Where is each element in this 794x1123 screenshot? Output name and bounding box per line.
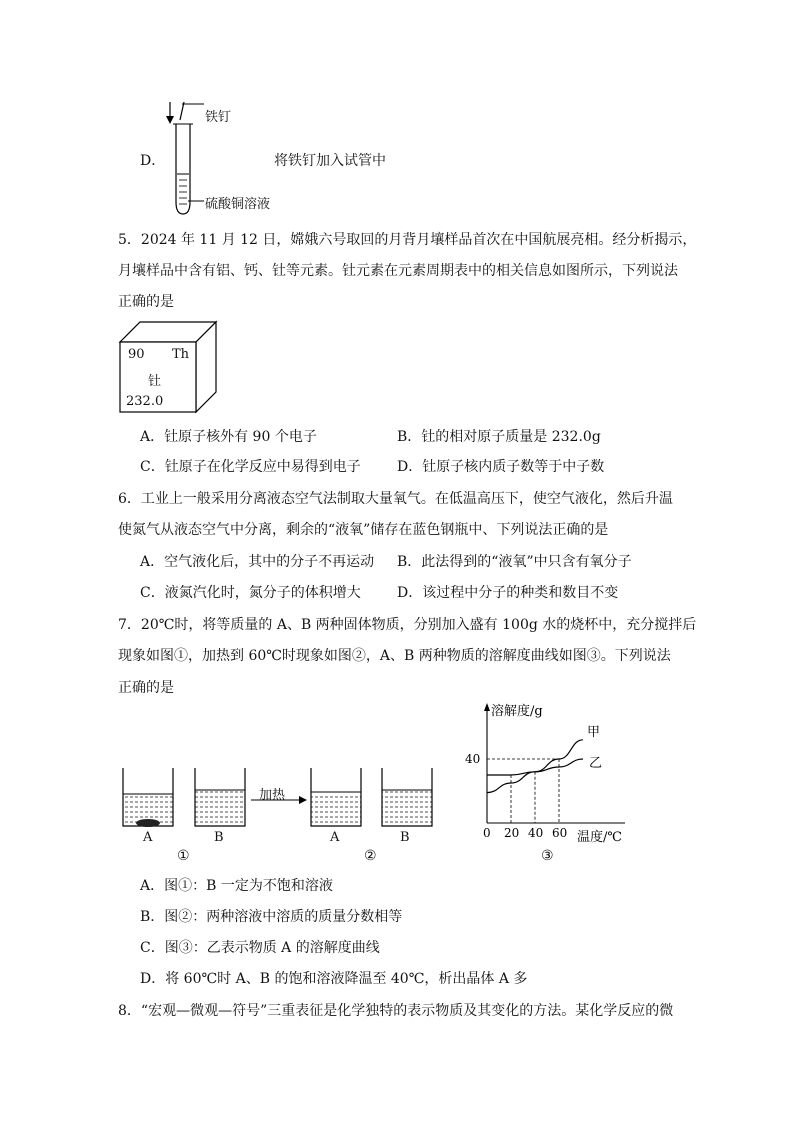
- x-tick-20: 20: [504, 826, 520, 840]
- x-tick-60: 60: [552, 826, 568, 840]
- x-tick-40: 40: [528, 826, 544, 840]
- element-mass: 232.0: [126, 394, 164, 409]
- q6-option-d[interactable]: D．该过程中分子的种类和数目不变: [397, 585, 619, 601]
- solubility-chart: [455, 695, 655, 845]
- q5-stem-line-3: 正确的是: [118, 294, 174, 310]
- q7-stem-line-2: 现象如图①，加热到 60℃时现象如图②，A、B 两种物质的溶解度曲线如图③。下列说法: [118, 648, 671, 664]
- tick-labels: [465, 752, 567, 840]
- q5-option-a[interactable]: A．钍原子核外有 90 个电子: [140, 429, 317, 445]
- series-label-2: 乙: [589, 756, 603, 771]
- q6-option-a[interactable]: A．空气液化后，其中的分子不再运动: [140, 554, 375, 570]
- beaker-4: [382, 768, 432, 826]
- q4-label-solution: 硫酸铜溶液: [205, 197, 271, 212]
- heat-label: 加热: [259, 788, 286, 803]
- q8-stem-line-1: 8．“宏观—微观—符号”三重表征是化学独特的表示物质及其变化的方法。某化学反应的微: [118, 1003, 674, 1019]
- q7-stem-line-1: 7．20℃时，将等质量的 A、B 两种固体物质，分别加入盛有 100g 水的烧杯中，充分搅拌后: [118, 617, 697, 633]
- x-axis-label: 温度/℃: [577, 830, 622, 845]
- q6-option-b[interactable]: B．此法得到的“液氧”中只含有氧分子: [397, 554, 632, 570]
- q7-option-c[interactable]: C．图③：乙表示物质 A 的溶解度曲线: [140, 940, 380, 956]
- beaker-1: [123, 768, 173, 827]
- q5-stem-line-1: 5．2024 年 11 月 12 日，嫦娥六号取回的月背月壤样品首次在中国航展亮相。经分析揭示，: [118, 232, 697, 248]
- q4-label-nail: 铁钉: [205, 110, 232, 125]
- fig-label-1: ①: [177, 848, 190, 864]
- q7-option-a[interactable]: A．图①：B 一定为不饱和溶液: [140, 878, 333, 894]
- element-atomic-number: 90: [128, 347, 145, 362]
- beaker-label-1: A: [143, 830, 153, 845]
- solubility-chart-svg: [455, 695, 655, 845]
- q6-stem-line-1: 6．工业上一般采用分离液态空气法制取大量氧气。在低温高压下，使空气液化，然后升温: [118, 491, 673, 507]
- q6-option-c[interactable]: C．液氮汽化时，氮分子的体积增大: [140, 585, 361, 601]
- q5-option-b[interactable]: B．钍的相对原子质量是 232.0g: [397, 429, 601, 445]
- beaker-label-4: B: [400, 830, 410, 845]
- series-label-1: 甲: [587, 724, 601, 740]
- fig-label-3: ③: [541, 848, 554, 864]
- element-name: 钍: [148, 374, 162, 389]
- y-axis-arrow: [484, 703, 490, 711]
- q7-option-d[interactable]: D．将 60℃时 A、B 的饱和溶液降温至 40℃，析出晶体 A 多: [140, 971, 528, 987]
- q5-option-d[interactable]: D．钍原子核内质子数等于中子数: [397, 459, 605, 475]
- x-tick-0: 0: [483, 826, 491, 840]
- beaker-label-3: A: [330, 830, 340, 845]
- series-labels: [587, 725, 602, 771]
- y-tick-40: 40: [465, 752, 481, 766]
- element-symbol: Th: [172, 347, 190, 362]
- y-axis-label: 溶解度/g: [491, 704, 543, 719]
- q4-option-d-label: D．: [140, 153, 166, 169]
- beaker-3: [311, 768, 361, 826]
- beakers-diagram: [115, 760, 445, 870]
- beaker-label-2: B: [214, 830, 224, 845]
- q6-stem-line-2: 使氮气从液态空气中分离，剩余的“液氧”储存在蓝色钢瓶中、下列说法正确的是: [118, 522, 609, 538]
- q4-option-d-text: 将铁钉加入试管中: [274, 153, 386, 169]
- q7-stem-line-3: 正确的是: [118, 680, 174, 696]
- q7-option-b[interactable]: B．图②：两种溶液中溶质的质量分数相等: [140, 909, 403, 925]
- q5-option-c[interactable]: C．钍原子在化学反应中易得到电子: [140, 459, 361, 475]
- beakers-figure: [115, 760, 445, 870]
- beaker-2: [195, 768, 245, 826]
- q5-stem-line-2: 月壤样品中含有铝、钙、钍等元素。钍元素在元素周期表中的相关信息如图所示，下列说法: [118, 263, 678, 279]
- fig-label-2: ②: [364, 848, 377, 864]
